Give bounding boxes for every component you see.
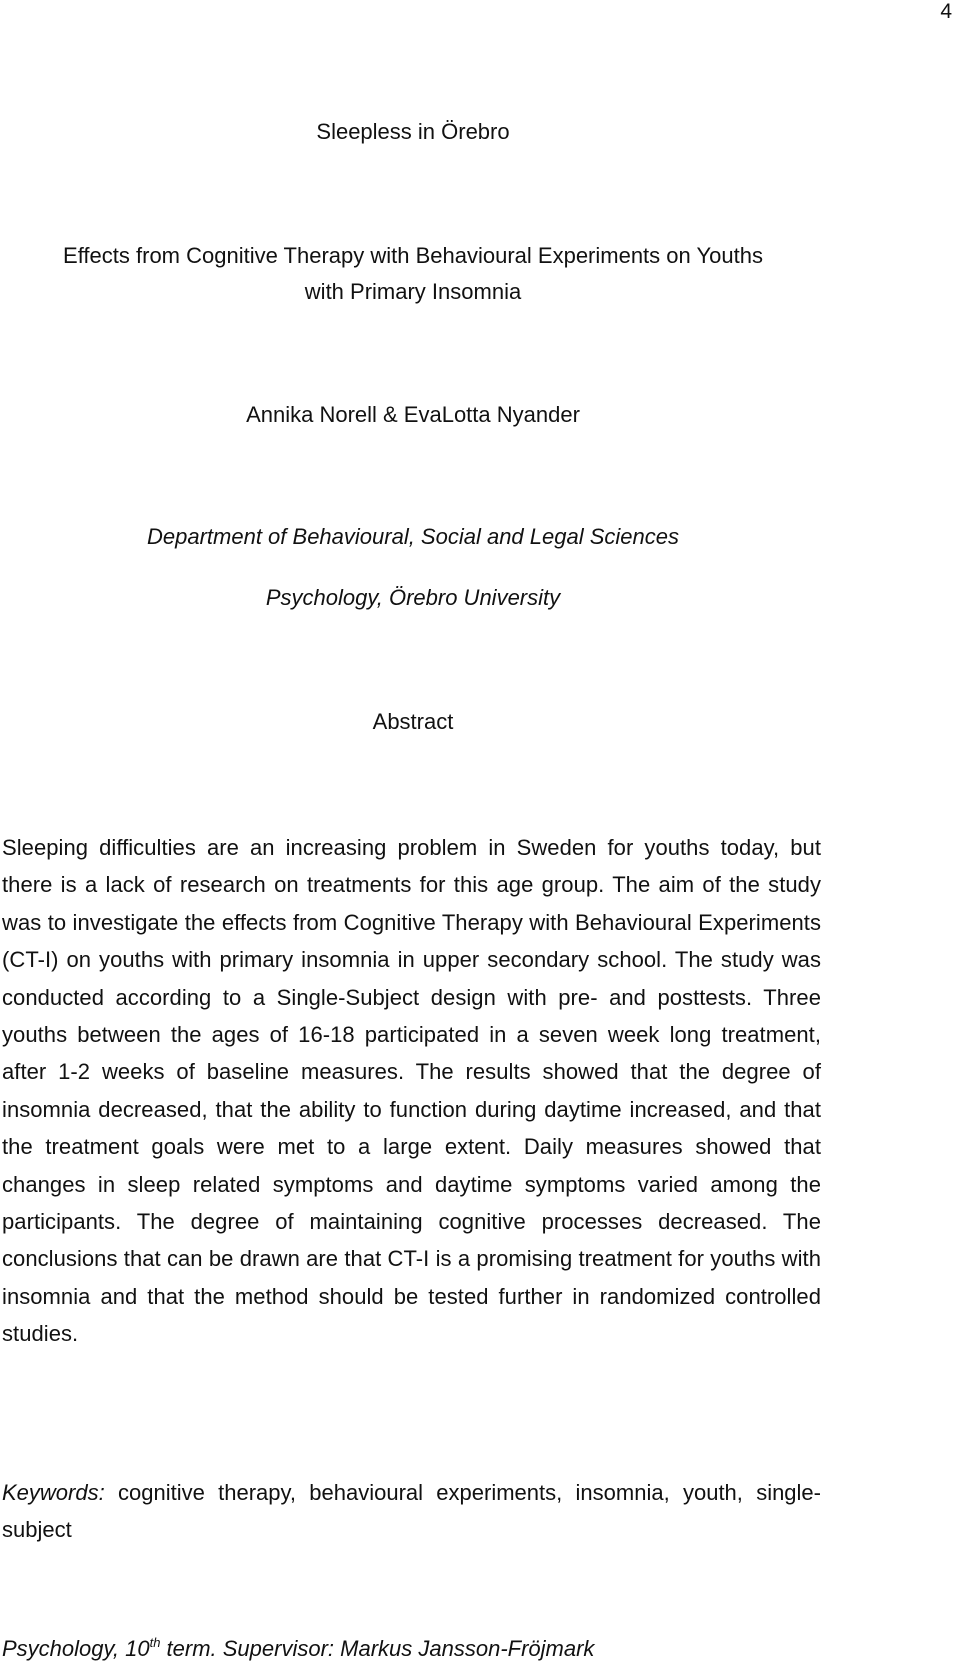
paper-title: Sleepless in Örebro	[316, 119, 510, 144]
page-number: 4	[940, 0, 952, 23]
keywords-label: Keywords:	[2, 1480, 105, 1505]
keywords-text: cognitive therapy, behavioural experiments, insomnia, youth, single-subject	[2, 1480, 821, 1543]
university: Psychology, Örebro University	[265, 585, 561, 610]
authors: Annika Norell & EvaLotta Nyander	[246, 402, 580, 427]
footer-note	[2, 1632, 594, 1666]
footer-prefix: Psychology, 10	[2, 1636, 150, 1661]
footer-superscript: th	[149, 1635, 161, 1650]
paper-subtitle	[0, 238, 826, 310]
footer-suffix: term. Supervisor: Markus Jansson-Fröjmark	[160, 1636, 595, 1661]
subtitle-line-2: with Primary Insomnia	[304, 279, 522, 304]
keywords	[2, 1474, 821, 1549]
abstract-text: Sleeping difficulties are an increasing problem in Sweden for youths today, but there is a lack of research on treatments for this age group. The aim of the study was to investigate the effects from Cognitive Therapy with Behavioural Experiments (CT-I) on youths with primary insomnia in upper secondary school. The study was conducted according to a Single-Subject design with pre- and posttests. Three youths between the ages of 16-18 participated in a seven week long treatment, after 1-2 weeks of baseline measures. The results showed that the degree of insomnia decreased, that the ability to function during daytime increased, and that the treatment goals were met to a large extent. Daily measures showed that changes in sleep related symptoms and daytime symptoms varied among the participants. The degree of maintaining cognitive processes decreased. The conclusions that can be drawn are that CT-I is a promising treatment for youths with insomnia and that the method should be tested further in randomized controlled studies.	[2, 835, 821, 1347]
department: Department of Behavioural, Social and Legal Sciences	[147, 524, 679, 549]
abstract-heading: Abstract	[372, 709, 454, 734]
subtitle-line-1: Effects from Cognitive Therapy with Behavioural Experiments on Youths	[63, 243, 763, 268]
